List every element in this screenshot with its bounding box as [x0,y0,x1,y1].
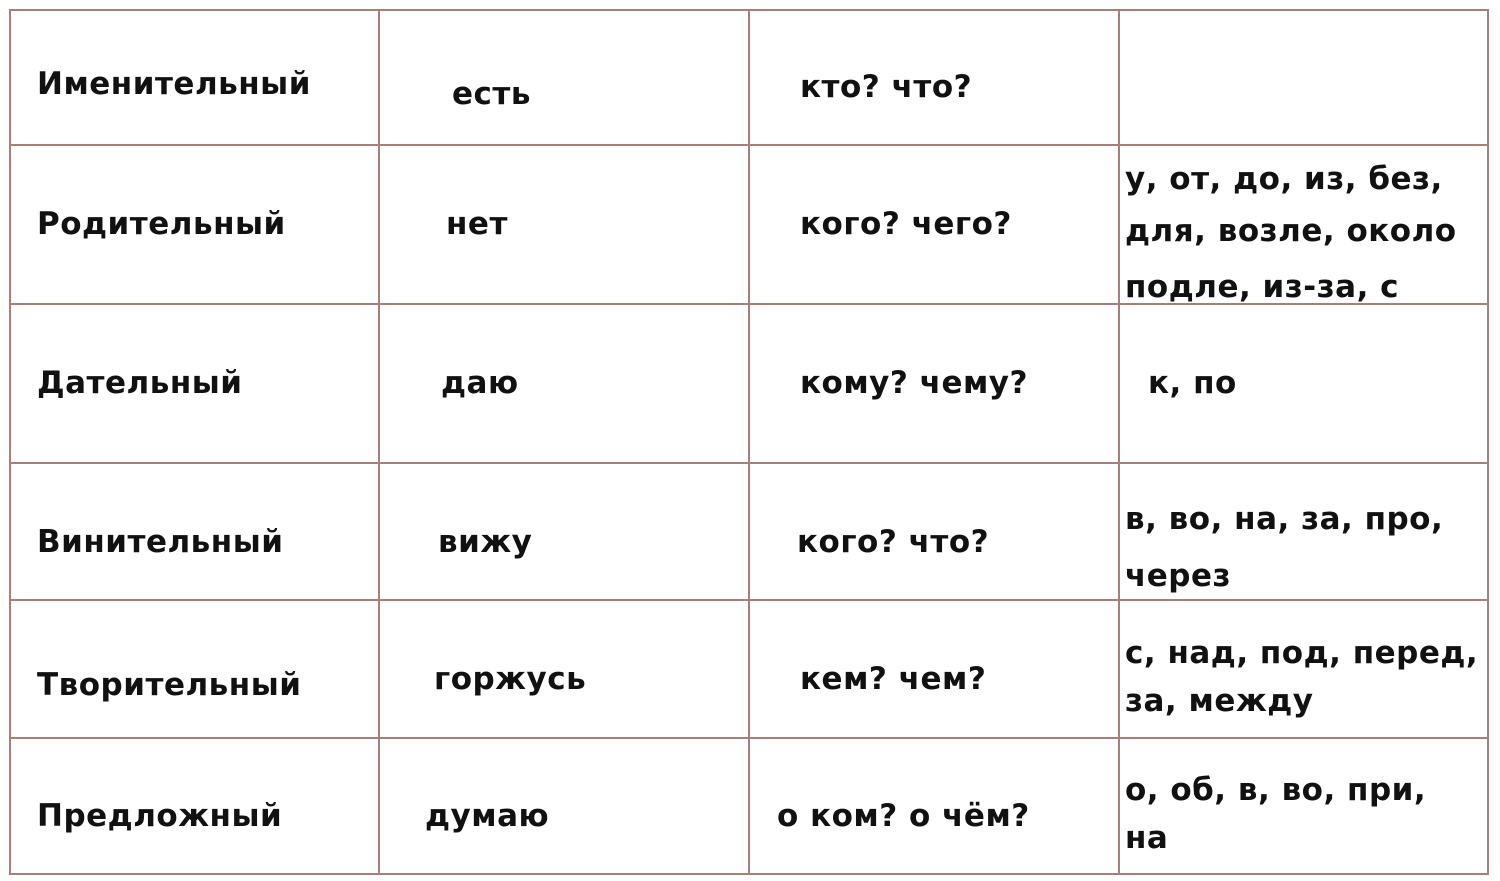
helper-word: думаю [425,798,550,834]
case-name: Именительный [37,66,311,102]
case-name: Дательный [37,365,243,401]
case-name: Предложный [37,798,283,834]
preposition-line: для, возле, около [1125,213,1457,249]
preposition-line: о, об, в, во, при, [1125,772,1427,808]
case-questions: кого? что? [797,524,990,560]
column-divider [1118,9,1120,875]
prepositions-list [1125,491,1443,605]
case-name: Родительный [37,206,286,242]
helper-word: вижу [438,524,533,560]
helper-word: нет [446,206,508,242]
table-border-right [1487,9,1489,875]
case-name: Творительный [37,667,302,703]
preposition-line: к, по [1148,365,1237,401]
prepositions-list [1125,153,1457,313]
case-table [9,9,1489,875]
column-divider [748,9,750,875]
column-divider [378,9,380,875]
prepositions-list [1125,766,1426,862]
case-questions: кем? чем? [800,661,987,697]
prepositions-list [1125,629,1478,725]
preposition-line: на [1125,820,1169,856]
case-questions: о ком? о чём? [777,798,1030,834]
preposition-line: с, над, под, перед, [1125,635,1479,671]
table-border-left [9,9,11,875]
helper-word: горжусь [434,661,587,697]
preposition-line: за, между [1125,683,1314,719]
preposition-line: через [1125,558,1232,594]
preposition-line: в, во, на, за, про, [1125,501,1444,537]
case-name: Винительный [37,524,284,560]
case-questions: кому? чему? [800,365,1028,401]
helper-word: даю [441,365,519,401]
case-questions: кто? что? [800,69,973,105]
preposition-line: подле, из-за, с [1125,269,1400,305]
prepositions-list [1148,366,1237,400]
case-questions: кого? чего? [800,206,1012,242]
helper-word: есть [452,76,531,112]
preposition-line: у, от, до, из, без, [1125,161,1443,197]
